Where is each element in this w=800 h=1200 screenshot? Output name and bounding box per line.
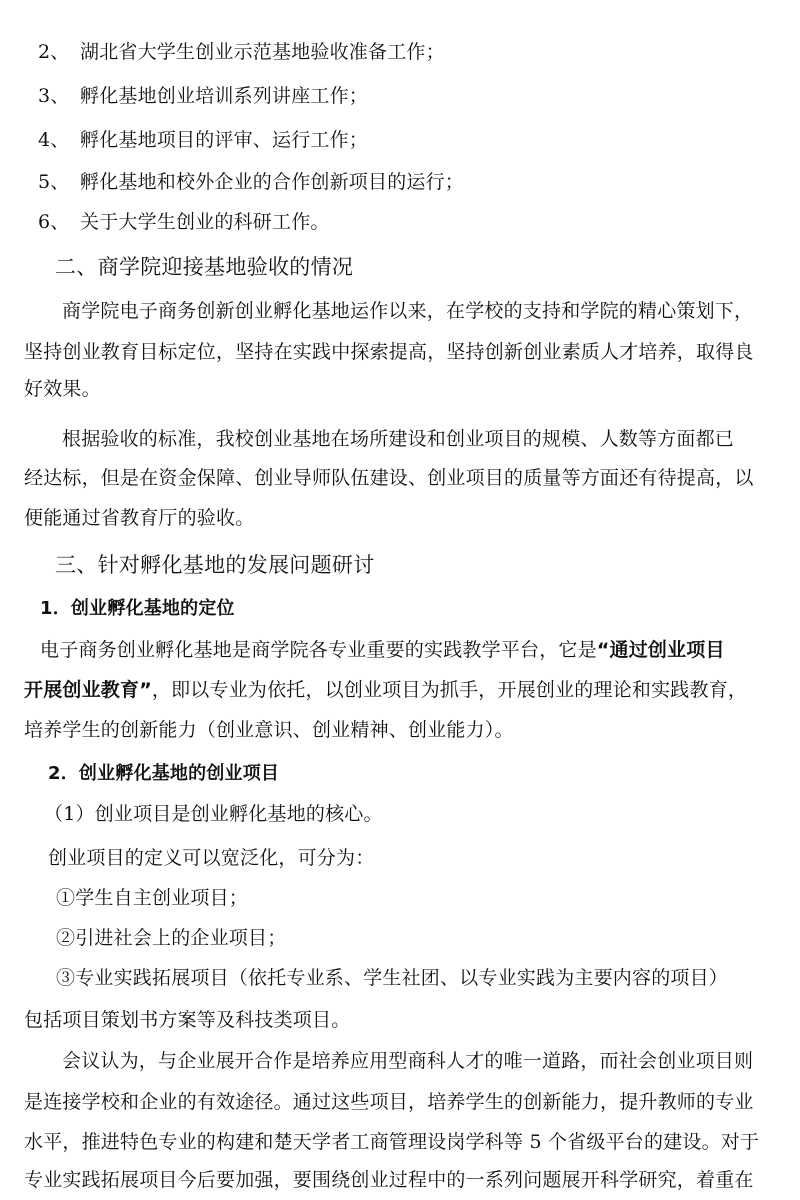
section-heading: 二、商学院迎接基地验收的情况 — [55, 255, 354, 279]
paragraph-line: 商学院电子商务创新创业孵化基地运作以来，在学校的支持和学院的精心策划下， — [62, 300, 754, 322]
list-item-text: 关于大学生创业的科研工作。 — [80, 211, 330, 233]
paragraph-line: 水平，推进特色专业的构建和楚天学者工商管理设岗学科等 5 个省级平台的建设。对于 — [24, 1131, 760, 1153]
paragraph-line — [24, 678, 747, 702]
list-option: ①学生自主创业项目； — [56, 887, 249, 909]
list-item-text: 孵化基地项目的评审、运行工作； — [80, 129, 369, 151]
list-item-number: 2、 — [38, 41, 70, 63]
list-item-number: 6、 — [38, 211, 70, 233]
paragraph-line: 便能通过省教育厅的验收。 — [24, 507, 255, 529]
paragraph-line: （1）创业项目是创业孵化基地的核心。 — [44, 803, 383, 825]
list-item-text: 湖北省大学生创业示范基地验收准备工作； — [80, 41, 445, 63]
paragraph-line: 培养学生的创新能力（创业意识、创业精神、创业能力）。 — [24, 719, 514, 741]
paragraph-line: 包括项目策划书方案等及科技类项目。 — [24, 1009, 351, 1031]
paragraph-line: 根据验收的标准，我校创业基地在场所建设和创业项目的规模、人数等方面都已 — [62, 428, 735, 450]
paragraph-line: 经达标，但是在资金保障、创业导师队伍建设、创业项目的质量等方面还有待提高，以 — [24, 467, 754, 489]
paragraph-text: ，即以专业为依托，以创业项目为抓手，开展创业的理论和实践教育， — [151, 679, 748, 701]
list-item-number: 3、 — [38, 85, 70, 107]
paragraph-line: 是连接学校和企业的有效途径。通过这些项目，培养学生的创新能力，提升教师的专业 — [24, 1091, 754, 1113]
emphasis-text: 开展创业教育” — [24, 679, 152, 701]
paragraph-line: 好效果。 — [24, 378, 101, 400]
paragraph-line: 坚持创业教育目标定位，坚持在实践中探索提高，坚持创新创业素质人才培养，取得良 — [24, 341, 754, 363]
list-option: ②引进社会上的企业项目； — [56, 927, 287, 949]
list-item-text: 孵化基地和校外企业的合作创新项目的运行； — [80, 171, 465, 193]
paragraph-line: 会议认为，与企业展开合作是培养应用型商科人才的唯一道路，而社会创业项目则 — [62, 1050, 754, 1072]
list-option: ③专业实践拓展项目（依托专业系、学生社团、以专业实践为主要内容的项目） — [56, 967, 729, 989]
list-item-number: 5、 — [38, 171, 70, 193]
list-item-number: 4、 — [38, 129, 70, 151]
subsection-heading: 2．创业孵化基地的创业项目 — [48, 763, 280, 784]
paragraph-line: 专业实践拓展项目今后要加强，要围绕创业过程中的一系列问题展开科学研究，着重在 — [24, 1169, 754, 1191]
paragraph-text: 电子商务创业孵化基地是商学院各专业重要的实践教学平台，它是 — [40, 639, 597, 661]
subsection-heading: 1．创业孵化基地的定位 — [40, 598, 235, 619]
paragraph-line — [40, 638, 725, 662]
paragraph-line: 创业项目的定义可以宽泛化，可分为： — [48, 847, 375, 869]
section-heading: 三、针对孵化基地的发展问题研讨 — [55, 553, 375, 577]
list-item-text: 孵化基地创业培训系列讲座工作； — [80, 85, 369, 107]
emphasis-text: “通过创业项目 — [596, 639, 725, 661]
